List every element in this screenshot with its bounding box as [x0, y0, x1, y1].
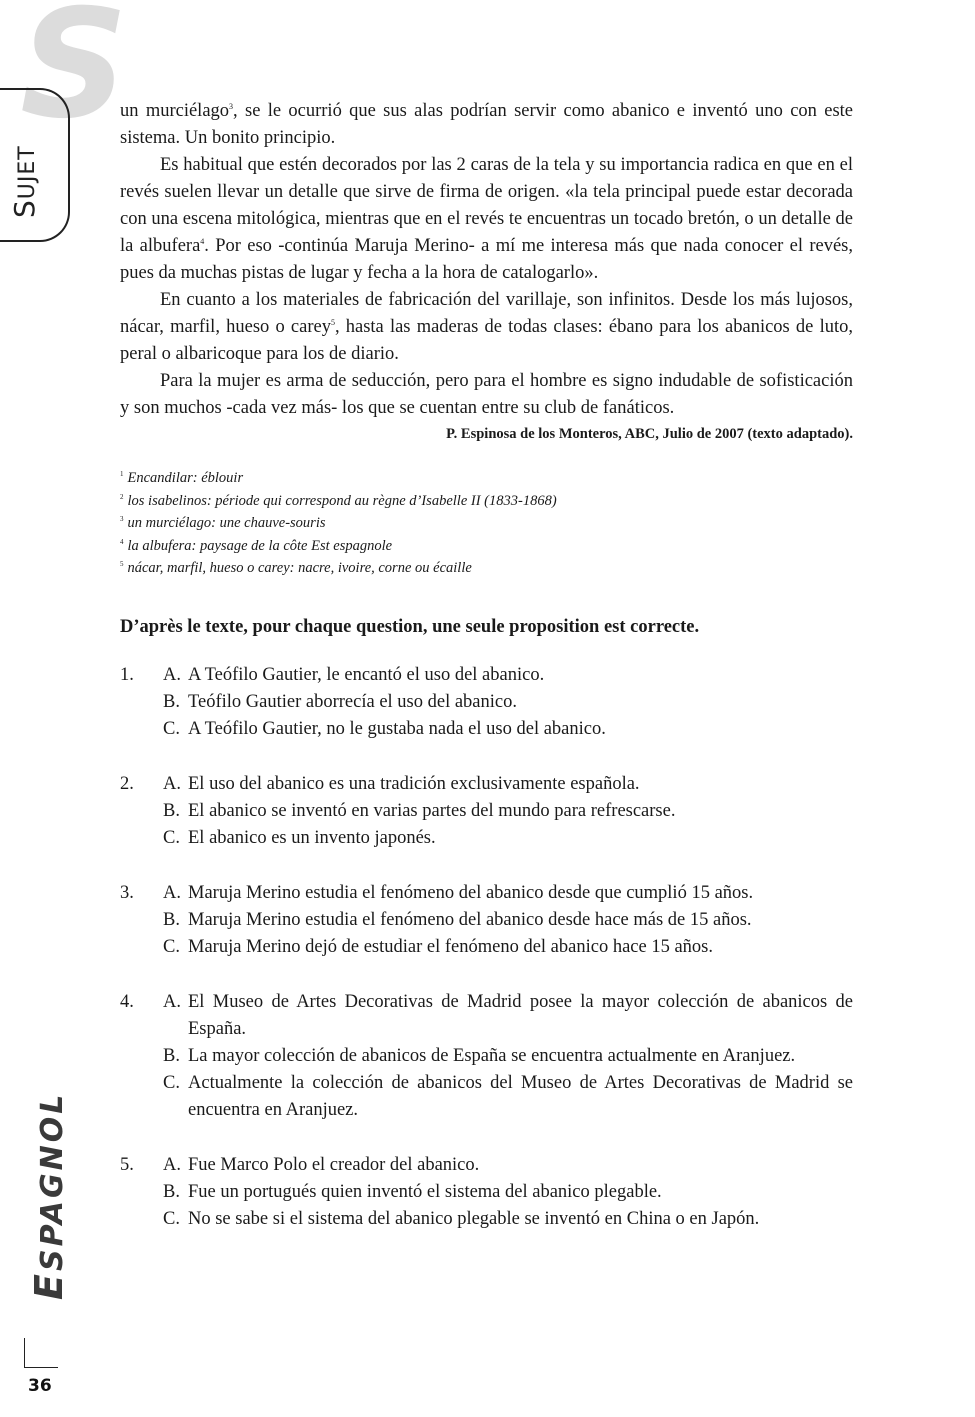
question-number: 1.	[120, 664, 134, 685]
option-letter: A.	[163, 882, 181, 903]
option-letter: A.	[163, 664, 181, 685]
question-options	[163, 1152, 853, 1233]
question-item	[120, 662, 853, 743]
article-paragraph-1	[120, 98, 853, 152]
option-text: No se sabe si el sistema del abanico plegable se inventó en China o en Japón.	[188, 1208, 760, 1229]
option-b	[163, 798, 853, 825]
option-a	[163, 662, 853, 689]
subject-label-cap: E	[27, 1271, 71, 1300]
article-paragraph-3	[120, 287, 853, 368]
question-number: 4.	[120, 991, 134, 1012]
option-a	[163, 771, 853, 798]
question-list	[120, 662, 853, 1233]
option-c	[163, 716, 853, 743]
option-text: Teófilo Gautier aborrecía el uso del abanico.	[188, 691, 517, 712]
subject-label-rest: SPAGNOL	[35, 1091, 70, 1272]
option-b	[163, 689, 853, 716]
text-run: En cuanto a los materiales de fabricación del varillaje, son infinitos. Desde los más lujosos, nácar, marfil, hueso o carey	[120, 290, 853, 337]
question-options	[163, 989, 853, 1124]
question-item	[120, 880, 853, 961]
footnote-item	[120, 512, 853, 535]
question-number: 2.	[120, 773, 134, 794]
text-run: . Por eso -continúa Maruja Merino- a mí me interesa más que nada conocer el revés, pues da muchas pistas de lugar y fecha a la hora de catalogarlo».	[120, 236, 853, 283]
footnote-text: nácar, marfil, hueso o carey: nacre, ivoire, corne ou écaille	[127, 560, 472, 576]
option-letter: A.	[163, 773, 181, 794]
question-options	[163, 771, 853, 852]
main-content	[120, 98, 853, 1233]
section-label-rest: UJET	[15, 145, 40, 200]
option-c	[163, 1070, 853, 1124]
option-b	[163, 1179, 853, 1206]
option-text: A Teófilo Gautier, no le gustaba nada el uso del abanico.	[188, 718, 606, 739]
question-options	[163, 662, 853, 743]
footnote-ref: 3	[229, 102, 234, 111]
option-text: Actualmente la colección de abanicos del Museo de Artes Decorativas de Madrid se encuentra en Aranjuez.	[188, 1072, 853, 1120]
footnote-number: 5	[120, 560, 124, 568]
section-label-sujet	[8, 145, 41, 218]
option-b	[163, 1043, 853, 1070]
footnote-ref: 4	[200, 237, 205, 246]
option-letter: C.	[163, 1072, 180, 1093]
option-letter: C.	[163, 1208, 180, 1229]
question-item	[120, 1152, 853, 1233]
option-letter: A.	[163, 1154, 181, 1175]
option-text: Maruja Merino estudia el fenómeno del abanico desde que cumplió 15 años.	[188, 882, 754, 903]
option-text: A Teófilo Gautier, le encantó el uso del abanico.	[188, 664, 545, 685]
question-number: 5.	[120, 1154, 134, 1175]
option-letter: C.	[163, 827, 180, 848]
page-corner-rule-horizontal	[24, 1367, 58, 1368]
footnotes	[120, 467, 853, 580]
footnote-text: la albufera: paysage de la côte Est espagnole	[127, 537, 393, 554]
footnote-item	[120, 535, 853, 558]
option-text: El abanico se inventó en varias partes del mundo para refrescarse.	[188, 800, 676, 821]
option-text: Fue Marco Polo el creador del abanico.	[188, 1154, 480, 1175]
option-letter: B.	[163, 1045, 180, 1066]
option-letter: A.	[163, 991, 181, 1012]
footnote-ref: 5	[330, 318, 335, 327]
footnote-number: 1	[120, 470, 124, 478]
option-c	[163, 934, 853, 961]
option-text: El Museo de Artes Decorativas de Madrid posee la mayor colección de abanicos de España.	[188, 991, 853, 1039]
footnote-number: 4	[120, 537, 124, 546]
text-run: Es habitual que estén decorados por las 2 caras de la tela y su importancia radica en que en el revés suelen llevar un detalle que sirve de firma de origen. «la tela principal puede estar decorada con una escena mitológica, mientras que en el revés te encuentras un tocado bretón, o un detalle de la albufera	[120, 155, 853, 256]
question-item	[120, 771, 853, 852]
option-letter: C.	[163, 718, 180, 739]
option-text: El uso del abanico es una tradición exclusivamente española.	[188, 773, 640, 794]
article-paragraph-4: Para la mujer es arma de seducción, pero para el hombre es signo indudable de sofisticación y son muchos -cada vez más- los que se cuentan entre su club de fanáticos.	[120, 371, 853, 418]
footnote-number: 2	[120, 492, 124, 501]
option-text: Fue un portugués quien inventó el sistema del abanico plegable.	[188, 1181, 662, 1202]
footnote-item	[120, 467, 853, 490]
option-b	[163, 907, 853, 934]
option-letter: B.	[163, 1181, 180, 1202]
option-a	[163, 880, 853, 907]
page-number: 36	[28, 1376, 52, 1396]
page-corner-rule-vertical	[24, 1338, 25, 1368]
option-c	[163, 1206, 853, 1233]
text-run: un murciélago	[120, 101, 230, 121]
subject-label-espagnol	[27, 1092, 71, 1300]
option-text: La mayor colección de abanicos de España se encuentra actualmente en Aranjuez.	[188, 1045, 796, 1066]
footnote-text: un murciélago: une chauve-souris	[127, 515, 326, 531]
footnote-text: los isabelinos: période qui correspond au règne d’Isabelle II (1833-1868)	[127, 492, 557, 509]
option-letter: B.	[163, 909, 180, 930]
option-letter: C.	[163, 936, 180, 957]
footnote-item	[120, 557, 853, 580]
article-paragraph-2	[120, 152, 853, 287]
option-text: Maruja Merino dejó de estudiar el fenómeno del abanico hace 15 años.	[188, 936, 714, 957]
question-item	[120, 989, 853, 1124]
question-number: 3.	[120, 882, 134, 903]
option-c	[163, 825, 853, 852]
footnote-text: Encandilar: éblouir	[127, 470, 244, 486]
article-attribution: P. Espinosa de los Monteros, ABC, Julio de 2007 (texto adaptado).	[446, 426, 853, 442]
question-options	[163, 880, 853, 961]
text-run: , hasta las maderas de todas clases: ébano para los abanicos de luto, peral o albaricoque para los de diario.	[120, 317, 853, 364]
text-run: , se le ocurrió que sus alas podrían servir como abanico e inventó uno con este sistema. Un bonito principio.	[120, 101, 853, 148]
option-text: El abanico es un invento japonés.	[188, 827, 436, 848]
option-text: Maruja Merino estudia el fenómeno del abanico desde hace más de 15 años.	[188, 909, 752, 930]
sujet-watermark-letter: S	[20, 0, 129, 152]
exercise-instruction: D’après le texte, pour chaque question, une seule proposition est correcte.	[120, 616, 700, 637]
option-letter: B.	[163, 800, 180, 821]
section-label-cap: S	[8, 199, 41, 218]
option-a	[163, 989, 853, 1043]
footnote-number: 3	[120, 515, 124, 523]
option-a	[163, 1152, 853, 1179]
option-letter: B.	[163, 691, 180, 712]
footnote-item	[120, 490, 853, 513]
